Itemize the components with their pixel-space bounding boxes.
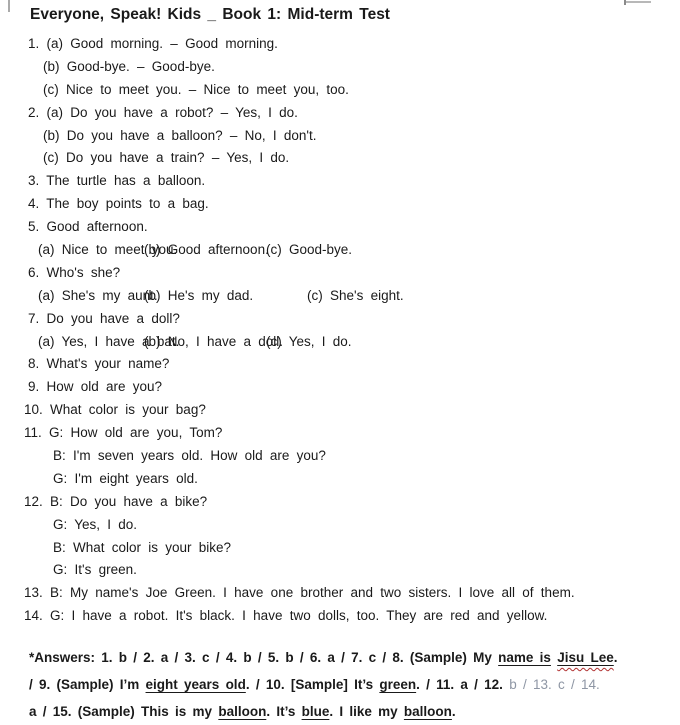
underlined-answer (557, 650, 614, 665)
underlined-answer: green (379, 677, 417, 692)
underlined-answer: blue (301, 704, 330, 719)
question-line: (c) Do you have a train? – Yes, I do. (43, 150, 290, 166)
answer-options-row (0, 239, 680, 262)
question-line: (b) Good-bye. – Good-bye. (43, 58, 215, 74)
option-c: (c) She's eight. (307, 287, 404, 303)
question-line: 14. G: I have a robot. It's black. I have two dolls, too. They are red and yellow. (24, 608, 548, 624)
question-line: 3. The turtle has a balloon. (28, 173, 206, 189)
question-line: 11. G: How old are you, Tom? (24, 425, 223, 441)
answer-options-row (0, 285, 680, 308)
underlined-answer: balloon (218, 704, 267, 719)
option-a: (a) She's my aunt. (38, 287, 158, 303)
answers-key (29, 644, 674, 725)
answers-text: / 9. (Sample) I’m (29, 677, 146, 692)
question-line: 2. (a) Do you have a robot? – Yes, I do. (28, 104, 298, 120)
faded-answer-text: b / 13. c / 14. (509, 677, 600, 692)
question-line: 9. How old are you? (28, 379, 163, 395)
page-margin-mark-top-right (624, 1, 651, 3)
answers-line-3: a / 15. (Sample) This is my balloon. It’s blue. I like my balloon. (29, 704, 456, 719)
underlined-answer: eight years old (145, 677, 246, 692)
option-c: (c) Good-bye. (266, 242, 353, 258)
option-a: (a) Yes, I have a bat. (38, 333, 180, 349)
document-title: Everyone, Speak! Kids _ Book 1: Mid-term Test (30, 6, 390, 23)
option-c: (c) Yes, I do. (266, 333, 352, 349)
question-line: 5. Good afternoon. (28, 219, 148, 235)
dialogue-line: G: I'm eight years old. (53, 470, 198, 486)
answers-text: a / 15. (Sample) This is my (29, 704, 219, 719)
answers-text: *Answers: 1. b / 2. a / 3. c / 4. b / 5. b / 6. a / 7. c / 8. (Sample) My (29, 650, 499, 665)
answer-options-row (0, 331, 680, 354)
page-margin-mark-top-right-tick (624, 0, 626, 5)
question-line: (b) Do you have a balloon? – No, I don't. (43, 127, 317, 143)
option-a: (a) Nice to meet you. (38, 242, 178, 258)
answers-line-1: *Answers: 1. b / 2. a / 3. c / 4. b / 5. b / 6. a / 7. c / 8. (Sample) My name is Jisu Lee. (29, 650, 618, 665)
question-line: 8. What's your name? (28, 356, 170, 372)
question-line: 10. What color is your bag? (24, 402, 206, 418)
question-line: (c) Nice to meet you. – Nice to meet you, too. (43, 81, 349, 97)
dialogue-line: G: Yes, I do. (53, 516, 138, 532)
question-line: 4. The boy points to a bag. (28, 196, 209, 212)
option-b: (b) He's my dad. (144, 287, 254, 303)
question-line: 12. B: Do you have a bike? (24, 493, 208, 509)
question-line: 1. (a) Good morning. – Good morning. (28, 36, 278, 51)
option-b: (b) Good afternoon. (144, 242, 269, 258)
question-line: 13. B: My name's Joe Green. I have one brother and two sisters. I love all of them. (24, 585, 575, 601)
spellcheck-squiggle-text: Jisu Lee (557, 650, 614, 665)
question-line: 7. Do you have a doll? (28, 310, 180, 326)
dialogue-line: B: I'm seven years old. How old are you? (53, 448, 326, 464)
test-body (0, 33, 680, 628)
underlined-answer: balloon (403, 704, 452, 719)
answers-line-2: / 9. (Sample) I’m eight years old. / 10. [Sample] It’s green. / 11. a / 12. b / 13. c / 14. (29, 677, 600, 692)
dialogue-line: B: What color is your bike? (53, 539, 232, 555)
page-margin-mark-top-left (8, 0, 10, 12)
question-line: 6. Who's she? (28, 264, 121, 280)
underlined-answer: name is (498, 650, 551, 665)
option-b: (b) No, I have a doll. (144, 333, 284, 349)
dialogue-line: G: It's green. (53, 562, 137, 578)
